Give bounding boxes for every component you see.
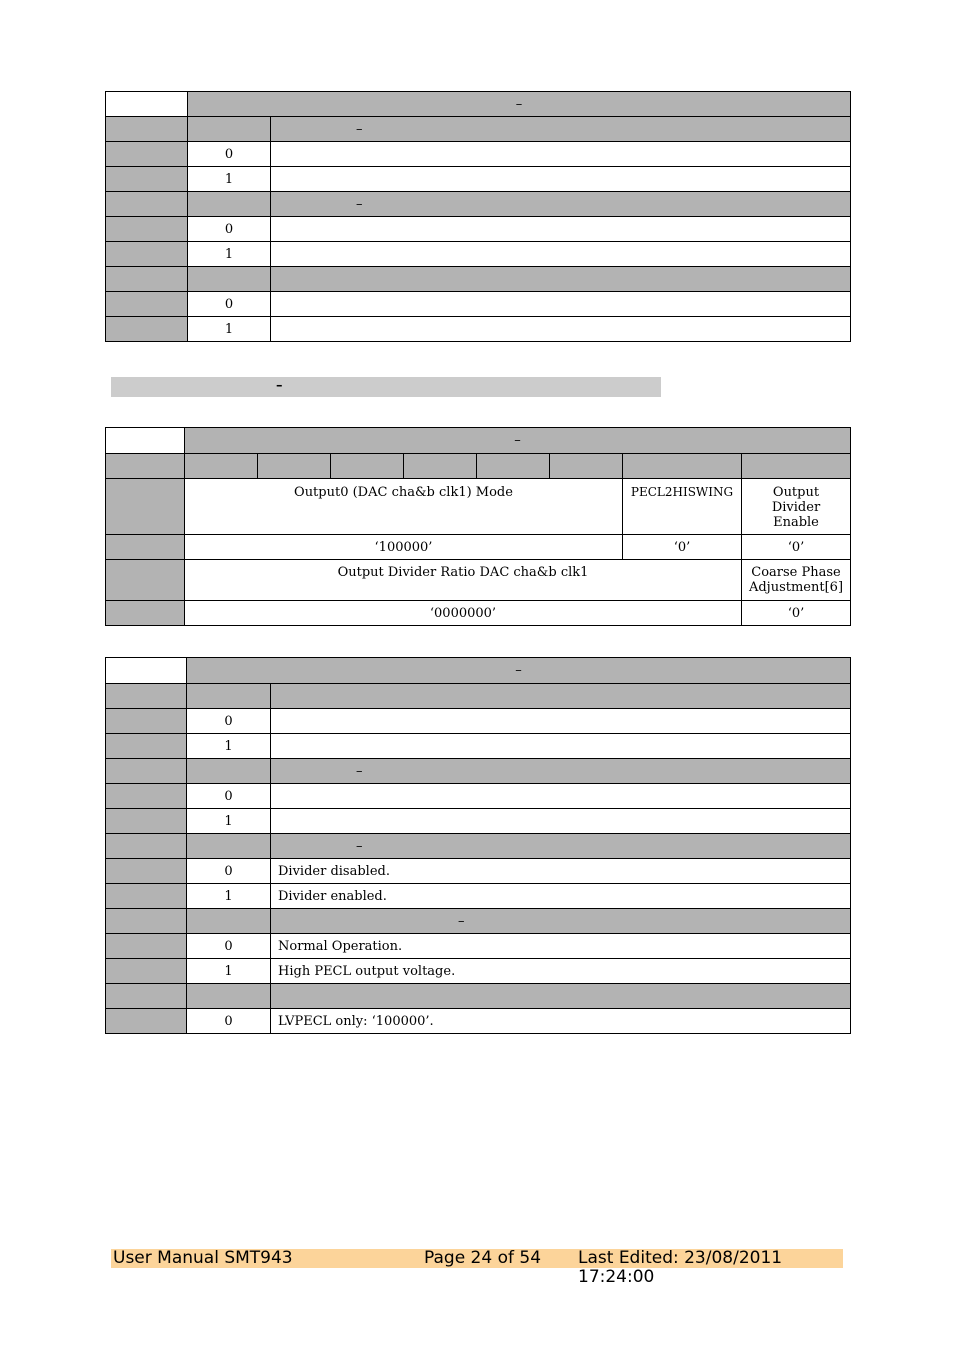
- table-row: [106, 884, 851, 909]
- description-cell: [271, 709, 851, 734]
- section-header: –: [271, 834, 851, 859]
- section-header: –: [271, 909, 851, 934]
- footer-document-title: User Manual SMT943: [113, 1248, 293, 1268]
- table-row: [106, 709, 851, 734]
- description-cell: [271, 809, 851, 834]
- table-row: [106, 959, 851, 984]
- section-header: [271, 267, 851, 292]
- value-cell: 0: [187, 784, 271, 809]
- section-header: –: [271, 759, 851, 784]
- value-cell: 0: [187, 1009, 271, 1034]
- table-corner-cell: [106, 658, 187, 684]
- table-header: –: [187, 658, 851, 684]
- field-output-divider-ratio: Output Divider Ratio DAC cha&b clk1: [185, 560, 742, 601]
- bit-header: [623, 454, 742, 479]
- value-cell: 0: [187, 709, 271, 734]
- table-header: [188, 92, 851, 117]
- description-cell: Divider disabled.: [271, 859, 851, 884]
- field-coarse-phase-adjustment: Coarse Phase Adjustment[6]: [742, 560, 851, 601]
- bit-header: [550, 454, 623, 479]
- table-row: [106, 292, 851, 317]
- section-header: –: [271, 192, 851, 217]
- default-output-mode: ‘100000’: [185, 535, 623, 560]
- section-heading-band: [111, 377, 661, 397]
- table-row: [106, 784, 851, 809]
- table-row: [106, 934, 851, 959]
- value-cell: 1: [188, 167, 271, 192]
- table-row: [106, 734, 851, 759]
- register-table-3: [105, 657, 851, 1034]
- table-row: [106, 142, 851, 167]
- page-footer: [111, 1248, 843, 1287]
- default-pecl2hiswing: ‘0’: [623, 535, 742, 560]
- register-table-1: [105, 91, 851, 342]
- footer-last-edited: Last Edited: 23/08/2011 17:24:00: [578, 1248, 783, 1287]
- value-cell: 0: [187, 859, 271, 884]
- value-cell: 0: [188, 142, 271, 167]
- description-cell: Normal Operation.: [271, 934, 851, 959]
- table-header: –: [185, 428, 851, 454]
- description-cell: LVPECL only: ‘100000’.: [271, 1009, 851, 1034]
- field-output-mode: Output0 (DAC cha&b clk1) Mode: [185, 479, 623, 535]
- field-pecl2hiswing: PECL2HISWING: [623, 479, 742, 535]
- footer-page-number: Page 24 of 54: [424, 1248, 542, 1268]
- table-row: [106, 1009, 851, 1034]
- description-cell: [271, 784, 851, 809]
- table-corner-cell: [106, 428, 185, 454]
- value-cell: 1: [187, 809, 271, 834]
- header-dash: –: [515, 96, 523, 112]
- value-cell: 1: [188, 242, 271, 267]
- field-output-divider-enable: Output Divider Enable: [742, 479, 851, 535]
- table-row: [106, 317, 851, 342]
- value-cell: 1: [187, 734, 271, 759]
- value-cell: 0: [188, 217, 271, 242]
- table-row: [106, 809, 851, 834]
- default-coarse-phase: ‘0’: [742, 601, 851, 626]
- table-corner-cell: [106, 92, 188, 117]
- table-row: [106, 242, 851, 267]
- register-table-2: [105, 427, 851, 626]
- table-row: [106, 217, 851, 242]
- bit-header: [331, 454, 404, 479]
- default-divider-ratio: ‘0000000’: [185, 601, 742, 626]
- value-cell: 0: [188, 292, 271, 317]
- table-row: [106, 859, 851, 884]
- description-cell: [271, 734, 851, 759]
- section-header: [271, 984, 851, 1009]
- value-cell: 1: [187, 884, 271, 909]
- bit-header: [404, 454, 477, 479]
- section-header: [271, 684, 851, 709]
- value-cell: 0: [187, 934, 271, 959]
- bit-header: [742, 454, 851, 479]
- section-header: –: [271, 117, 851, 142]
- bit-header: [185, 454, 258, 479]
- description-cell: High PECL output voltage.: [271, 959, 851, 984]
- value-cell: 1: [188, 317, 271, 342]
- section-heading-dash: –: [276, 378, 283, 393]
- bit-header: [477, 454, 550, 479]
- bit-header: [258, 454, 331, 479]
- table-row: [106, 167, 851, 192]
- value-cell: 1: [187, 959, 271, 984]
- description-cell: Divider enabled.: [271, 884, 851, 909]
- default-divider-enable: ‘0’: [742, 535, 851, 560]
